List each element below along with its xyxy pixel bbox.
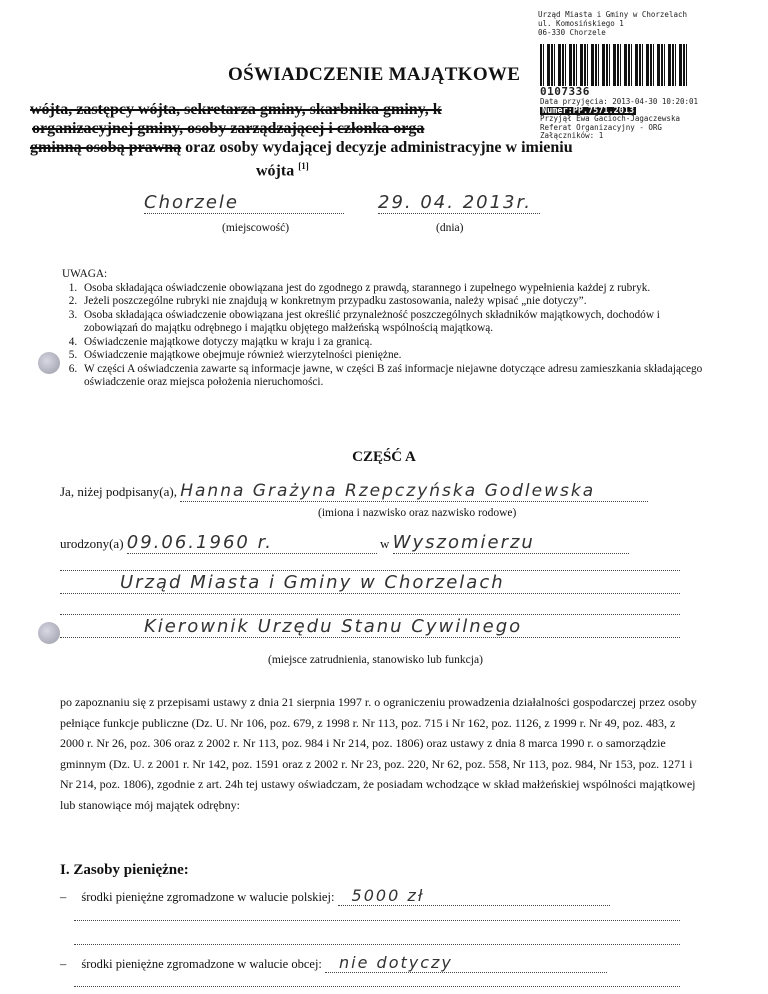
place-value[interactable]: Chorzele bbox=[144, 192, 344, 214]
stamp-attachments: Załączników: 1 bbox=[540, 131, 604, 140]
note-item: 6. W części A oświadczenia zawarte są informacje jawne, w części B zaś informacje niejawne dotyczące adresu zamieszkania składającego oświadczenie oraz miejsca położenia nieruchomości. bbox=[80, 363, 712, 390]
stamp-received-by: Przyjął Ewa Gacioch-Jagaczewska bbox=[540, 114, 680, 123]
born-row bbox=[60, 532, 629, 554]
subtitle-line3-rest: oraz osoby wydającej decyzje administracyjne w imieniu bbox=[181, 139, 573, 156]
blank-dotted-line bbox=[60, 570, 680, 571]
employment-row-1 bbox=[60, 572, 680, 594]
blank-dotted-line bbox=[74, 920, 680, 921]
subtitle-line1: wójta, zastępcy wójta, sekretarza gminy, skarbnika gminy, k bbox=[30, 101, 442, 118]
section-i-heading: I. Zasoby pieniężne: bbox=[60, 862, 189, 878]
pln-row bbox=[60, 886, 610, 906]
note-item: 4. Oświadczenie majątkowe dotyczy majątku w kraju i za granicą. bbox=[80, 336, 712, 350]
note-heading: UWAGA: bbox=[62, 268, 108, 280]
dash-marker: – bbox=[60, 890, 67, 904]
pln-label: środki pieniężne zgromadzone w walucie polskiej: bbox=[81, 890, 335, 904]
undersigned-label: Ja, niżej podpisany(a), bbox=[60, 484, 177, 499]
place-caption: (miejscowość) bbox=[222, 222, 290, 234]
employment-line1[interactable]: Urząd Miasta i Gminy w Chorzelach bbox=[60, 572, 680, 594]
born-in-label: w bbox=[380, 536, 390, 551]
stamp-office-line1: Urząd Miasta i Gminy w Chorzelach bbox=[538, 10, 688, 19]
document-title: OŚWIADCZENIE MAJĄTKOWE bbox=[228, 64, 521, 85]
instructions-note bbox=[52, 268, 712, 390]
date-caption: (dnia) bbox=[436, 222, 464, 234]
stamp-received-date: Data przyjęcia: 2013-04-30 10:20:01 bbox=[540, 97, 699, 106]
note-item: 2. Jeżeli poszczególne rubryki nie znajdują w konkretnym przypadku zastosowania, należy wpisać „nie dotyczy”. bbox=[80, 295, 712, 309]
subtitle-line3-struck: gminną osobą prawną bbox=[30, 139, 182, 156]
pln-value[interactable]: 5000 zł bbox=[338, 886, 610, 906]
registry-stamp bbox=[538, 10, 766, 37]
employment-caption: (miejsce zatrudnienia, stanowisko lub funkcja) bbox=[268, 654, 483, 666]
stamp-department: Referat Organizacyjny - ORG bbox=[540, 122, 662, 132]
born-place[interactable]: Wyszomierzu bbox=[393, 532, 629, 554]
blank-dotted-line bbox=[74, 944, 680, 945]
barcode bbox=[540, 44, 688, 86]
undersigned-row bbox=[60, 481, 648, 502]
punch-hole-bottom bbox=[38, 622, 60, 644]
note-list bbox=[52, 282, 712, 390]
subtitle-line4: wójta bbox=[256, 162, 295, 180]
foreign-row bbox=[60, 953, 607, 973]
blank-dotted-line bbox=[60, 614, 680, 615]
date-value[interactable]: 29. 04. 2013r. bbox=[378, 192, 540, 214]
stamp-office-line3: 06-330 Chorzele bbox=[538, 28, 606, 37]
foreign-label: środki pieniężne zgromadzone w walucie obcej: bbox=[81, 957, 322, 971]
place-date-block bbox=[140, 192, 610, 242]
document-subtitle bbox=[30, 100, 750, 180]
stamp-numer: Numer:PP.7571.2013 bbox=[542, 105, 635, 116]
part-a-heading: CZĘŚĆ A bbox=[352, 449, 416, 465]
note-item: 5. Oświadczenie majątkowe obejmuje również wierzytelności pieniężne. bbox=[80, 349, 712, 363]
blank-dotted-line bbox=[74, 986, 680, 987]
born-label: urodzony(a) bbox=[60, 536, 124, 551]
employment-line2[interactable]: Kierownik Urzędu Stanu Cywilnego bbox=[60, 616, 680, 638]
stamp-office-line2: ul. Komosińskiego 1 bbox=[538, 19, 624, 28]
legal-paragraph: po zapoznaniu się z przepisami ustawy z dnia 21 sierpnia 1997 r. o ograniczeniu prowadzenia działalności gospodarczej przez osoby pełniące funkcje publiczne (Dz. U. Nr 106, poz. 679, z 1998 r. Nr 113, poz. 715 i Nr 162, poz. 1126, z 1999 r. Nr 49, poz. 483, z 2000 r. Nr 26, poz. 306 oraz z 2002 r. Nr 113, poz. 984 i Nr 214, poz. 1806) oraz ustawy z dnia 8 marca 1990 r. o samorządzie gminnym (Dz. U. z 2001 r. Nr 142, poz. 1591 oraz z 2002 r. Nr 23, poz. 220, Nr 62, poz. 558, Nr 113, poz. 984, Nr 153, poz. 1271 i Nr 214, poz. 1806), zgodnie z art. 24h tej ustawy oświadczam, że posiadam wchodzące w skład małżeńskiej wspólności majątkowej lub stanowiące mój majątek odrębny: bbox=[60, 695, 697, 812]
employment-row-2 bbox=[60, 616, 680, 638]
dash-marker: – bbox=[60, 957, 67, 971]
barcode-number: 0107336 bbox=[540, 85, 590, 98]
note-item: 1. Osoba składająca oświadczenie obowiązana jest do zgodnego z prawdą, starannego i zupełnego wypełnienia każdej z rubryk. bbox=[80, 282, 712, 296]
foreign-value[interactable]: nie dotyczy bbox=[325, 953, 607, 973]
name-caption: (imiona i nazwisko oraz nazwisko rodowe) bbox=[318, 507, 517, 519]
note-item: 3. Osoba składająca oświadczenie obowiązana jest określić przynależność poszczególnych składników majątkowych, dochodów i zobowiązań do majątku odrębnego i majątku objętego małżeńską wspólnością majątkową. bbox=[80, 309, 712, 336]
subtitle-footnote: [1] bbox=[298, 161, 309, 171]
name-value[interactable]: Hanna Grażyna Rzepczyńska Godlewska bbox=[180, 481, 648, 502]
born-date[interactable]: 09.06.1960 r. bbox=[127, 532, 377, 554]
subtitle-line2: organizacyjnej gminy, osoby zarządzającej i członka orga bbox=[32, 120, 425, 137]
